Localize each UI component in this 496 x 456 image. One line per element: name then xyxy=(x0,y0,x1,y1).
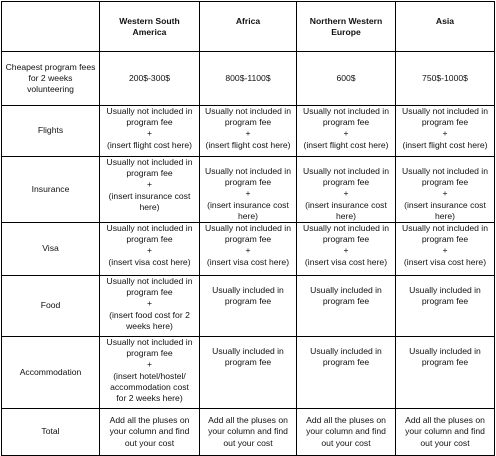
cell-line: Usually not included in xyxy=(402,106,488,116)
header-corner xyxy=(2,2,100,52)
cell-line: here) xyxy=(434,210,456,221)
cell-line: program fee xyxy=(421,357,469,368)
cell-value: 800$-1100$ xyxy=(200,52,297,106)
cell-value xyxy=(100,223,200,276)
cell-line: program fee xyxy=(322,117,370,128)
header-western-south-america: Western South America xyxy=(100,2,200,52)
cell-line: (insert flight cost here) xyxy=(205,139,291,150)
cell-value: 750$-1000$ xyxy=(396,52,495,106)
cell-value xyxy=(297,409,396,456)
header-africa: Africa xyxy=(200,2,297,52)
cell-value xyxy=(100,276,200,337)
cell-line: Usually not included in xyxy=(205,166,291,176)
cell-line: (insert visa cost here) xyxy=(108,256,191,267)
cell-line: + xyxy=(442,188,448,199)
cell-line: program fee xyxy=(421,296,469,307)
cell-value xyxy=(297,223,396,276)
cell-line: + xyxy=(146,359,153,370)
cell-value xyxy=(100,337,200,409)
cell-value xyxy=(396,223,495,276)
table-row xyxy=(2,337,495,409)
cell-line: Usually not included in xyxy=(205,223,291,234)
cell-line: program fee xyxy=(421,234,469,245)
row-label-visa: Visa xyxy=(2,223,100,276)
cell-line: your column and find xyxy=(109,426,190,437)
cell-line: Usually included in xyxy=(212,285,284,296)
cell-value xyxy=(200,106,297,157)
cell-line: (insert flight cost here) xyxy=(106,139,192,150)
cell-line: your column and find xyxy=(208,426,288,437)
cell-value xyxy=(297,157,396,223)
cell-line: Usually not included in xyxy=(402,223,488,234)
cell-line: (insert insurance cost xyxy=(207,199,289,210)
cell-line: Usually included in xyxy=(409,285,481,296)
cell-value xyxy=(297,106,396,157)
cell-line: Usually not included in xyxy=(303,106,389,116)
cell-line: (insert visa cost here) xyxy=(403,256,487,267)
cell-line: program fee xyxy=(322,296,370,307)
cell-line: program fee xyxy=(224,357,272,368)
row-label-flights: Flights xyxy=(2,106,100,157)
cell-line: Usually not included in xyxy=(106,223,193,234)
row-label-total: Total xyxy=(2,409,100,456)
cell-line: (insert visa cost here) xyxy=(304,256,388,267)
cell-line: out your cost xyxy=(420,437,470,448)
cell-line: program fee xyxy=(322,357,370,368)
cell-value xyxy=(200,157,297,223)
cell-line: program fee xyxy=(126,348,173,359)
cell-value xyxy=(200,409,297,456)
cell-line: + xyxy=(343,188,349,199)
cell-line: for 2 weeks here) xyxy=(116,393,183,404)
cell-value: 200$-300$ xyxy=(100,52,200,106)
cell-value xyxy=(297,337,396,409)
cell-line: + xyxy=(245,245,251,256)
row-label-food: Food xyxy=(2,276,100,337)
cell-line: + xyxy=(343,128,349,139)
cell-line: program fee xyxy=(126,287,173,298)
cell-value xyxy=(200,223,297,276)
cell-line: Usually not included in xyxy=(106,106,193,116)
cell-line: here) xyxy=(237,210,259,221)
cell-line: out your cost xyxy=(321,437,371,448)
cell-line: Add all the pluses on xyxy=(208,415,288,426)
table-row xyxy=(2,276,495,337)
cell-line: your column and find xyxy=(405,426,485,437)
cell-line: Usually included in xyxy=(409,346,481,357)
cell-line: (insert insurance cost xyxy=(305,199,387,210)
cell-line: (insert insurance cost xyxy=(404,199,486,210)
cell-line: Usually not included in xyxy=(205,106,291,116)
cell-line: + xyxy=(343,245,349,256)
table-row xyxy=(2,223,495,276)
cell-line: Add all the pluses on xyxy=(306,415,386,426)
cell-line: program fee xyxy=(421,177,469,188)
table-row xyxy=(2,157,495,223)
cell-line: program fee xyxy=(322,234,370,245)
cell-value xyxy=(200,337,297,409)
row-label-program-fees: Cheapest program fees for 2 weeks volunteering xyxy=(2,52,100,106)
cell-value xyxy=(200,276,297,337)
cell-line: (insert visa cost here) xyxy=(206,256,290,267)
table-row xyxy=(2,52,495,106)
cell-value xyxy=(396,276,495,337)
cell-line: program fee xyxy=(224,234,272,245)
cell-line: + xyxy=(245,128,251,139)
cell-line: Usually included in xyxy=(310,346,382,357)
cell-line: (insert flight cost here) xyxy=(303,139,389,150)
cell-line: + xyxy=(146,298,153,309)
cell-line: (insert flight cost here) xyxy=(402,139,488,150)
cell-line: + xyxy=(146,179,153,190)
cell-line: (insert food cost for 2 xyxy=(109,309,190,320)
cell-value xyxy=(396,106,495,157)
cell-line: program fee xyxy=(126,234,173,245)
cell-line: program fee xyxy=(126,168,173,179)
cell-line: + xyxy=(146,245,153,256)
cell-line: program fee xyxy=(421,117,469,128)
cell-value xyxy=(396,409,495,456)
header-row xyxy=(2,2,495,52)
cell-line: program fee xyxy=(224,177,272,188)
cell-line: + xyxy=(442,128,448,139)
cell-line: + xyxy=(442,245,448,256)
cell-line: (insert hotel/hostel/ xyxy=(113,370,186,381)
table-row xyxy=(2,106,495,157)
cell-line: Usually not included in xyxy=(106,276,193,287)
cell-line: program fee xyxy=(224,296,272,307)
cell-line: + xyxy=(245,188,251,199)
cell-value xyxy=(297,276,396,337)
row-label-insurance: Insurance xyxy=(2,157,100,223)
cell-line: Usually not included in xyxy=(106,337,193,348)
cell-line: out your cost xyxy=(124,437,175,448)
cell-line: here) xyxy=(139,201,160,212)
cell-line: Usually not included in xyxy=(303,223,389,234)
cell-value: 600$ xyxy=(297,52,396,106)
cell-value xyxy=(100,157,200,223)
cell-line: accommodation cost xyxy=(110,381,189,392)
cell-line: Usually not included in xyxy=(303,166,389,176)
cell-line: program fee xyxy=(126,117,173,128)
cell-value xyxy=(100,409,200,456)
row-label-accommodation: Accommodation xyxy=(2,337,100,409)
cell-line: your column and find xyxy=(306,426,386,437)
header-asia: Asia xyxy=(396,2,495,52)
cell-line: out your cost xyxy=(223,437,273,448)
cell-line: program fee xyxy=(224,117,272,128)
cell-line: (insert insurance cost xyxy=(108,190,191,201)
cell-line: Usually included in xyxy=(212,346,284,357)
cell-line: here) xyxy=(335,210,357,221)
cell-line: Usually not included in xyxy=(106,157,193,167)
cell-line: Add all the pluses on xyxy=(109,415,190,426)
cell-line: + xyxy=(146,128,153,139)
comparison-table xyxy=(1,1,495,456)
cell-line: Usually included in xyxy=(310,285,382,296)
cell-line: program fee xyxy=(322,177,370,188)
header-northern-western-europe: Northern Western Europe xyxy=(297,2,396,52)
cell-line: Add all the pluses on xyxy=(405,415,485,426)
cell-value xyxy=(396,337,495,409)
cell-value xyxy=(396,157,495,223)
cell-line: Usually not included in xyxy=(402,166,488,176)
table-row xyxy=(2,409,495,456)
cell-value xyxy=(100,106,200,157)
cell-line: weeks here) xyxy=(126,320,173,331)
